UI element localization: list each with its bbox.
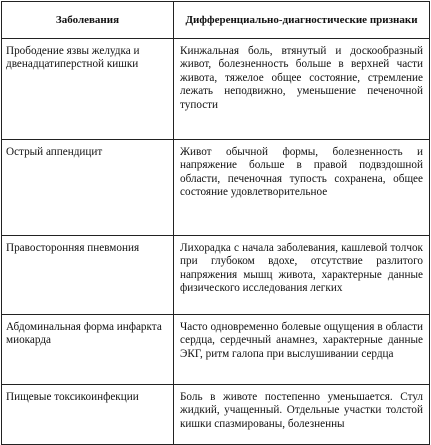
signs-text: Часто одновременно болевые ощущения в области сердца, сердечный анамнез, характерные данные ЭКГ, ритм галопа при выслушивании сердца [180, 321, 423, 360]
disease-cell: Прободение язвы желудка и двенадцатиперстной кишки [2, 39, 174, 140]
signs-cell [174, 236, 430, 315]
signs-text: Лихорадка с начала заболевания, кашлевой толчок при глубоком вдохе, отсутствие разлитого напряжения мышц живота, характерные данные физического исследования легких [180, 242, 423, 295]
signs-cell [174, 385, 430, 445]
disease-cell: Острый аппендицит [2, 140, 174, 236]
table-header-row [2, 2, 430, 39]
header-diseases: Заболевания [2, 2, 174, 39]
signs-text: Кинжальная боль, втянутый и доскообразный живот, болезненность больше в верхней части живота, тяжелое общее состояние, стремление лежать неподвижно, уменьшение печеночной тупости [180, 45, 423, 111]
signs-text: Боль в животе постепенно уменьшается. Стул жидкий, учащенный. Отдельные участки толстой кишки спазмированы, болезненны [180, 391, 423, 430]
table-row [2, 385, 430, 445]
disease-cell: Правосторонняя пневмония [2, 236, 174, 315]
header-diagnostic-signs: Дифференциально-диагностические признаки [174, 2, 430, 39]
disease-cell: Абдоминальная форма инфаркта миокарда [2, 315, 174, 385]
signs-cell [174, 39, 430, 140]
signs-cell [174, 315, 430, 385]
signs-cell [174, 140, 430, 236]
table-row [2, 39, 430, 140]
signs-text: Живот обычной формы, болезненность и напряжение больше в правой подвздошной области, печеночная тупость сохранена, общее состояние удовлетворительное [180, 146, 423, 199]
table-row [2, 236, 430, 315]
table-row [2, 140, 430, 236]
differential-diagnosis-table-container [1, 1, 429, 445]
disease-cell: Пищевые токсикоинфекции [2, 385, 174, 445]
table-row [2, 315, 430, 385]
differential-diagnosis-table [1, 1, 430, 445]
